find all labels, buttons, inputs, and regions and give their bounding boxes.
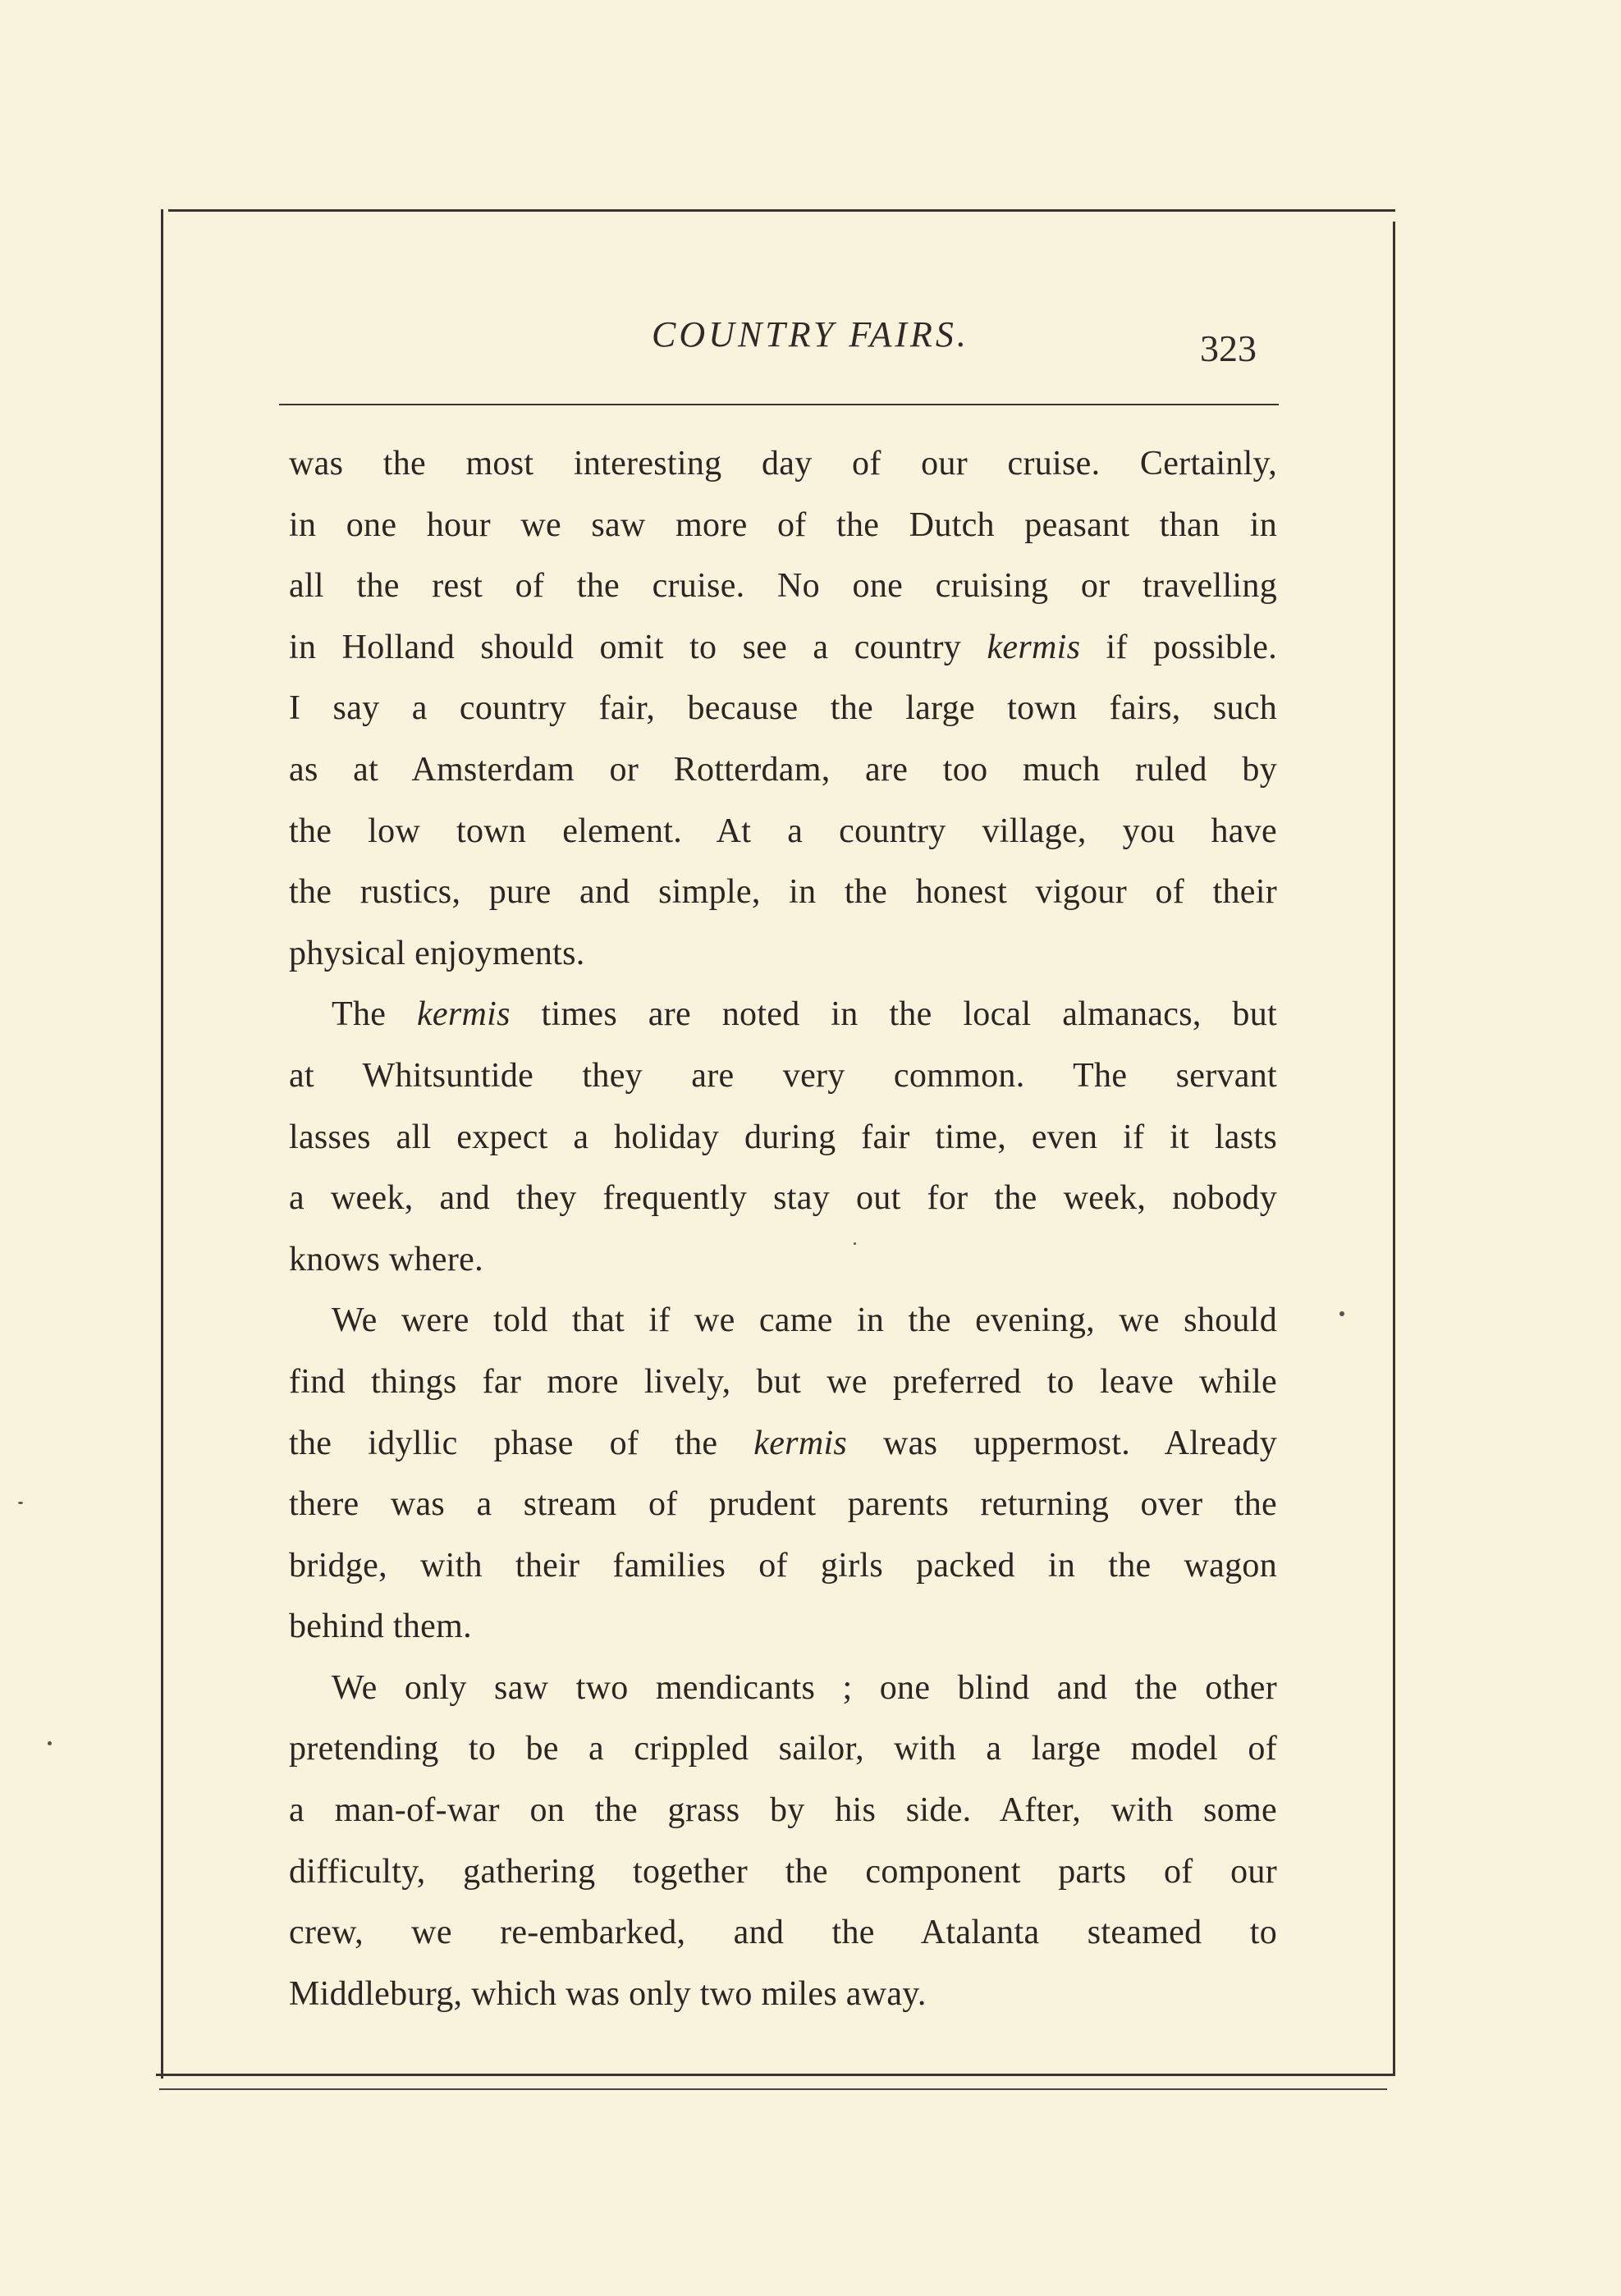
text-segment: The: [332, 995, 417, 1034]
page-number: 323: [1200, 327, 1257, 369]
page-frame-left-rule: [161, 209, 163, 2079]
page-frame-bottom-rule: [156, 2074, 1395, 2076]
text-line: a man-of-war on the grass by his side. After, with some: [289, 1791, 1277, 1830]
text-line: find things far more lively, but we preferred to leave while: [289, 1362, 1277, 1401]
text-line: We only saw two mendicants ; one blind and the other: [332, 1668, 1277, 1707]
text-line: a week, and they frequently stay out for the week, nobody: [289, 1179, 1277, 1218]
text-segment: the idyllic phase of the: [289, 1424, 754, 1462]
paper-speck: [854, 1242, 856, 1245]
header-rule: [279, 404, 1279, 405]
text-line: all the rest of the cruise. No one cruising or travelling: [289, 567, 1277, 606]
text-line: crew, we re-embarked, and the Atalanta steamed to: [289, 1914, 1277, 1952]
page-frame-top-rule: [168, 209, 1395, 212]
text-line: there was a stream of prudent parents returning over the: [289, 1485, 1277, 1524]
text-line: as at Amsterdam or Rotterdam, are too much ruled by: [289, 750, 1277, 789]
text-line: [289, 984, 1277, 1045]
text-line: difficulty, gathering together the component parts of our: [289, 1852, 1277, 1891]
text-line: Middleburg, which was only two miles away.: [289, 1974, 927, 2013]
page-frame-bottom-rule-inner: [159, 2088, 1387, 2090]
paper-speck: [48, 1741, 52, 1745]
paper-speck: [18, 1502, 23, 1504]
text-line: behind them.: [289, 1608, 472, 1646]
text-segment: times are noted in the local almanacs, but: [510, 995, 1277, 1034]
text-line: We were told that if we came in the evening, we should: [332, 1301, 1277, 1340]
italic-term: kermis: [753, 1424, 848, 1462]
text-line: pretending to be a crippled sailor, with a large model of: [289, 1730, 1277, 1768]
text-line: physical enjoyments.: [289, 934, 585, 972]
text-line: I say a country fair, because the large town fairs, such: [289, 689, 1277, 728]
text-line: the low town element. At a country village, you have: [289, 812, 1277, 850]
text-segment: if possible.: [1080, 628, 1277, 666]
body-text: [289, 433, 1277, 2024]
text-line: [289, 617, 1277, 679]
page-frame-right-rule: [1393, 222, 1395, 2076]
paper-speck: [1339, 1311, 1344, 1316]
text-line: lasses all expect a holiday during fair time, even if it lasts: [289, 1118, 1277, 1156]
running-title: COUNTRY FAIRS.: [652, 314, 969, 354]
text-segment: was uppermost. Already: [847, 1424, 1277, 1462]
text-line: the rustics, pure and simple, in the honest vigour of their: [289, 873, 1277, 912]
italic-term: kermis: [416, 995, 511, 1034]
text-line: at Whitsuntide they are very common. The servant: [289, 1056, 1277, 1095]
text-segment: in Holland should omit to see a country: [289, 628, 987, 666]
text-line: was the most interesting day of our cruise. Certainly,: [289, 445, 1277, 483]
italic-term: kermis: [987, 628, 1081, 666]
text-line: knows where.: [289, 1240, 483, 1278]
text-line: bridge, with their families of girls packed in the wagon: [289, 1546, 1277, 1585]
text-line: [289, 1413, 1277, 1475]
text-line: in one hour we saw more of the Dutch peasant than in: [289, 505, 1277, 544]
